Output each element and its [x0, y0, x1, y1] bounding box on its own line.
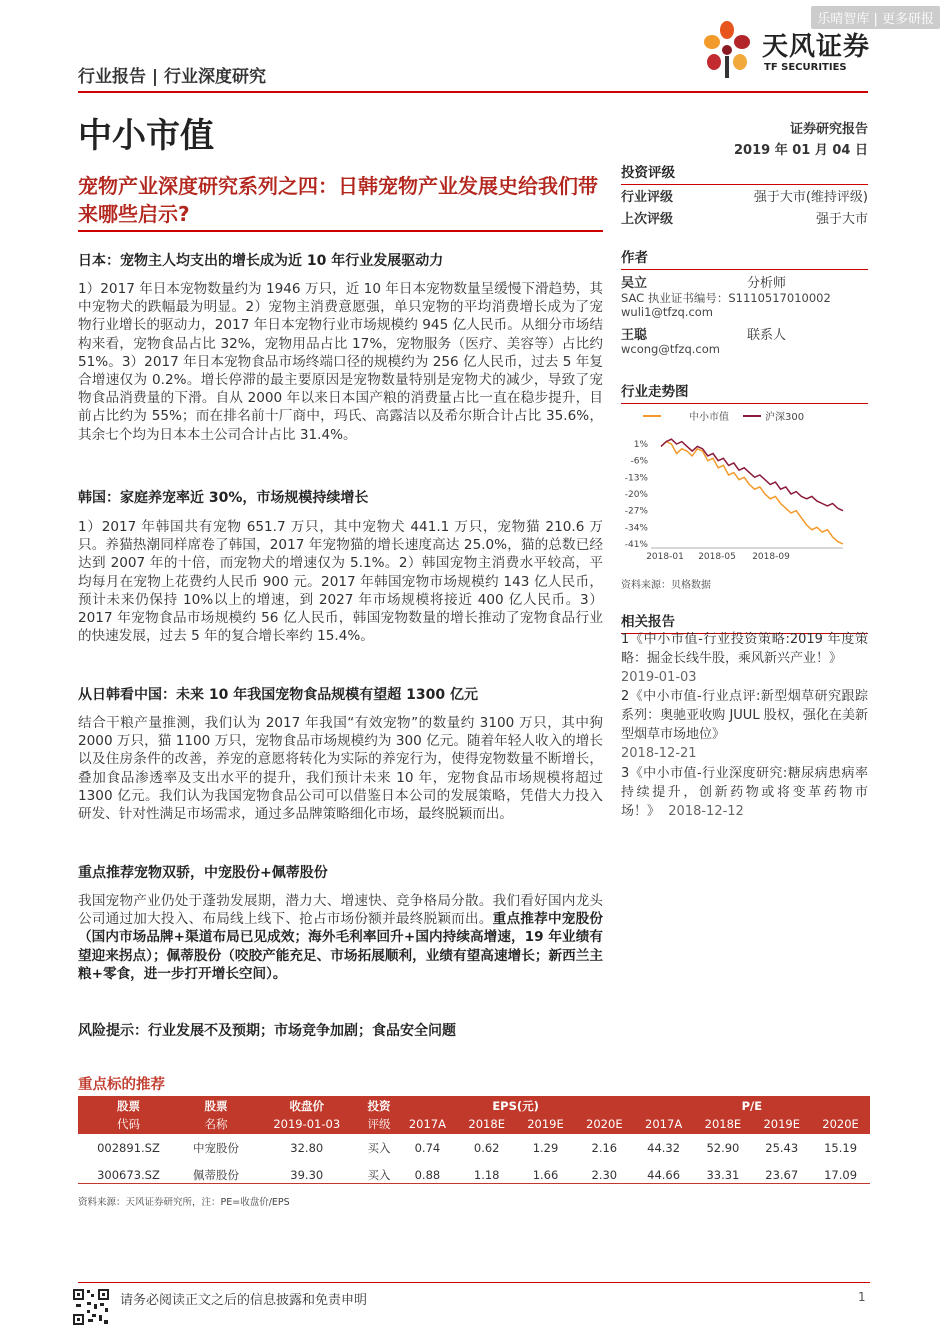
y-tick-label: -6% — [630, 456, 648, 467]
rating-heading: 投资评级 — [621, 161, 868, 185]
section-text-china: 结合干粮产量推测，我们认为 2017 年我国“有效宠物”的数量约 3100 万只，其中狗 2000 万只，猫 1100 万只，宠物食品市场规模约为 300 亿元。随着年轻人收入的增长以及住房条件的改善，养宠的意愿将转化为实际的养宠行为，使得宠物数量不断增长，叠加食品渗透率及支出水平的提升，我们预计未来 10 年，宠物食品市场规模将超过 1300 亿元。我们认为我国宠物食品公司可以借鉴日本公司的发展策略，凭借大力投入研发、针对性满足市场需求，通过多品牌策略细化市场，最终脱颖而出。 — [78, 715, 603, 823]
cell: 2.30 — [591, 1167, 618, 1182]
table-bottom-rule — [78, 1183, 870, 1184]
report-type: 证券研究报告 — [789, 122, 868, 137]
x-tick-label: 2018-05 — [698, 552, 736, 562]
x-tick-label: 2018-01 — [646, 552, 684, 562]
section-heading-recommend: 重点推荐宠物双骄，中宠股份+佩蒂股份 — [78, 865, 328, 881]
cell: 17.09 — [824, 1167, 858, 1182]
y-tick-label: -34% — [624, 523, 648, 534]
related-report-2-date: 2018-12-21 — [621, 746, 697, 761]
footer-divider — [78, 1282, 870, 1283]
table-row — [78, 1134, 870, 1161]
th2-eps-2019: 2019E — [516, 1115, 575, 1134]
th2-rating: 评级 — [361, 1115, 398, 1134]
industry-rating-label: 行业评级 — [621, 190, 674, 205]
legend-label-small-cap: 中小市值 — [689, 412, 729, 423]
table-title: 重点标的推荐 — [78, 1077, 165, 1093]
th-close: 收盘价 — [253, 1096, 361, 1115]
legend-label-hs300: 沪深300 — [765, 412, 805, 423]
related-heading: 相关报告 — [621, 610, 868, 634]
th2-eps-2020: 2020E — [575, 1115, 634, 1134]
related-report-3-date: 2018-12-12 — [668, 804, 744, 819]
prev-rating-value: 强于大市 — [815, 212, 868, 227]
author-heading: 作者 — [621, 246, 868, 270]
section-text-recommend — [78, 892, 603, 983]
th-stock-1: 股票 — [78, 1096, 179, 1115]
cell: 2.16 — [575, 1134, 634, 1161]
cell: 32.80 — [253, 1134, 361, 1161]
related-report-2-title[interactable]: 2《中小市值-行业点评:新型烟草研究跟踪系列：奥驰亚收购 JUUL 股权，强化在美新型烟草市场地位》 — [621, 689, 868, 742]
cell: 15.19 — [811, 1134, 870, 1161]
cell: 1.29 — [516, 1134, 575, 1161]
section-text-japan: 1）2017 年日本宠物数量约为 1946 万只，近 10 年日本宠物数量呈缓慢下滑趋势，其中宠物犬的跌幅最为明显。2）宠物主消费意愿强，单只宠物的平均消费增长成为了宠物行业增长的驱动力，2017 年日本宠物行业市场规模约 945 亿人民币。从细分市场结构来看，宠物食品占比 32%，宠物用品占比 17%，宠物服务（医疗、美容等）占比约 51%。3）2017 年日本宠物食品市场终端口径的规模约为 256 亿人民币，过去 5 年复合增速仅为 0.2%。增长停滞的最主要原因是宠物数量特别是宠物犬的减少，导致了宠物食品消费量的下滑。自从 2000 年以来日本国产粮的消费量占比一直在稳步提升，目前占比约为 55%；而在排名前十厂商中，玛氏、高露洁以及希尔斯合计占比 35.6%，其余七个均为日本本土公司合计占比 31.4%。 — [78, 281, 603, 443]
th2-name: 名称 — [179, 1115, 253, 1134]
y-tick-label: -13% — [624, 473, 648, 484]
sector-title: 中小市值 — [78, 116, 214, 156]
th-invest: 投资 — [361, 1096, 398, 1115]
trend-chart — [621, 402, 868, 572]
related-report-1-date: 2019-01-03 — [621, 670, 697, 685]
qr-code-icon — [72, 1288, 110, 1326]
series-line-hs300 — [661, 439, 843, 511]
section-heading-japan: 日本：宠物主人均支出的增长成为近 10 年行业发展驱动力 — [78, 253, 444, 269]
cell: 买入 — [361, 1134, 398, 1161]
x-tick-label: 2018-09 — [752, 552, 790, 562]
author-1-name: 吴立 — [621, 276, 648, 291]
author-2-email: wcong@tfzq.com — [621, 342, 720, 356]
logo-en: TF SECURITIES — [764, 62, 847, 73]
related-report-1-title[interactable]: 1《中小市值-行业投资策略:2019 年度策略：掘金长线牛股，乘风新兴产业！》 — [621, 632, 868, 666]
th2-pe-2018: 2018E — [694, 1115, 753, 1134]
cell: 0.88 — [414, 1167, 441, 1182]
chart-heading: 行业走势图 — [621, 380, 868, 404]
cell: 1.66 — [532, 1167, 559, 1182]
author-1-role: 分析师 — [747, 276, 787, 291]
author-1-email: wuli1@tfzq.com — [621, 305, 714, 319]
table-header-row-1 — [78, 1096, 870, 1115]
related-report-3[interactable] — [621, 764, 868, 821]
recommend-text-bold: 重点推荐中宠股份（国内市场品牌+渠道布局已见成效；海外毛利率回升+国内持续高增速，19 年业绩有望迎来拐点）；佩蒂股份（咬胶产能充足、市场拓展顺利，业绩有望高速增长；新西兰主粮+零食，进一步打开增长空间）。 — [78, 911, 604, 982]
th2-date: 2019-01-03 — [253, 1115, 361, 1134]
cell: 0.74 — [398, 1134, 458, 1161]
title-divider — [78, 230, 603, 232]
th-eps: EPS(元) — [398, 1096, 634, 1115]
cell: 佩蒂股份 — [192, 1167, 239, 1182]
table-header-row-2 — [78, 1115, 870, 1134]
chart-source: 资料来源：贝格数据 — [621, 580, 711, 591]
recommend-table — [78, 1096, 870, 1188]
watermark: 乐晴智库 | 更多研报 — [811, 6, 940, 29]
author-1-cert: SAC 执业证书编号：S1110517010002 — [621, 291, 831, 305]
th2-eps-2017: 2017A — [398, 1115, 458, 1134]
th-stock-2: 股票 — [179, 1096, 253, 1115]
related-report-3-title[interactable]: 3《中小市值-行业深度研究:糖尿病患病率持续提升，创新药物或将变革药物市场！》 — [621, 766, 868, 819]
cell: 44.66 — [647, 1167, 681, 1182]
cell: 33.31 — [706, 1167, 740, 1182]
cell: 002891.SZ — [78, 1134, 179, 1161]
y-tick-label: 1% — [633, 440, 648, 450]
y-tick-label: -27% — [624, 506, 648, 517]
table-source: 资料来源：天风证券研究所，注：PE=收盘价/EPS — [78, 1197, 290, 1208]
cell: 1.18 — [473, 1167, 500, 1182]
risk-heading: 风险提示：行业发展不及预期；市场竞争加剧；食品安全问题 — [78, 1023, 456, 1039]
y-tick-label: -20% — [624, 490, 648, 500]
prev-rating-row — [621, 208, 868, 227]
th-pe: P/E — [634, 1096, 870, 1115]
recommend-text-plain: 我国宠物产业仍处于蓬勃发展期，潜力大、增速快、竞争格局分散。我们看好国内龙头公司通过加大投入、布局线上线下、抢占市场份额并最终脱颖而出。 — [78, 893, 603, 928]
report-title: 宠物产业深度研究系列之四：日韩宠物产业发展史给我们带来哪些启示? — [78, 174, 598, 226]
header-divider — [78, 91, 868, 93]
tf-securities-logo — [700, 20, 870, 80]
th2-pe-2020: 2020E — [811, 1115, 870, 1134]
page-number: 1 — [858, 1290, 866, 1304]
section-heading-korea: 韩国：家庭养宠率近 30%，市场规模持续增长 — [78, 490, 369, 506]
industry-rating-value: 强于大市(维持评级) — [753, 190, 868, 205]
industry-rating-row — [621, 186, 868, 205]
th2-code: 代码 — [78, 1115, 179, 1134]
cell: 39.30 — [290, 1167, 324, 1182]
cell: 52.90 — [694, 1134, 753, 1161]
cell: 中宠股份 — [179, 1134, 253, 1161]
section-text-korea: 1）2017 年韩国共有宠物 651.7 万只，其中宠物犬 441.1 万只，宠物猫 210.6 万只。养猫热潮同样席卷了韩国，2017 年宠物猫的增长速度高达 25.0%，猫的总数已经达到 2007 年的十倍，而宠物犬的增速仅为 5.1%。2）韩国宠物主消费水平较高，平均每月在宠物上花费约人民币 900 元。2017 年韩国宠物市场规模约 143 亿人民币，预计未来仍保持 10%以上的增速，到 2027 年市场规模将接近 400 亿人民币。3）2017 年宠物食品市场规模约 56 亿人民币，韩国宠物数量的增长推动了宠物食品行业的快速发展，过去 5 年的复合增长率约 15.4%。 — [78, 519, 603, 645]
logo-icon — [700, 20, 754, 80]
footer-disclaimer: 请务必阅读正文之后的信息披露和免责申明 — [120, 1293, 368, 1308]
cell: 44.32 — [634, 1134, 694, 1161]
author-1 — [621, 272, 868, 291]
cell: 23.67 — [765, 1167, 799, 1182]
cell: 买入 — [367, 1167, 391, 1182]
report-category: 行业报告 | 行业深度研究 — [78, 67, 267, 87]
cell: 25.43 — [752, 1134, 811, 1161]
author-2-role: 联系人 — [747, 328, 787, 343]
th2-pe-2019: 2019E — [752, 1115, 811, 1134]
series-line-small-cap — [661, 442, 843, 544]
cell: 300673.SZ — [97, 1167, 160, 1182]
related-report-2[interactable] — [621, 687, 868, 763]
author-2 — [621, 324, 868, 343]
th2-pe-2017: 2017A — [634, 1115, 694, 1134]
author-2-name: 王聪 — [621, 328, 648, 343]
report-date: 2019 年 01 月 04 日 — [734, 143, 868, 158]
y-tick-label: -41% — [624, 540, 648, 550]
th2-eps-2018: 2018E — [457, 1115, 516, 1134]
cell: 0.62 — [457, 1134, 516, 1161]
prev-rating-label: 上次评级 — [621, 212, 674, 227]
section-heading-china: 从日韩看中国：未来 10 年我国宠物食品规模有望超 1300 亿元 — [78, 687, 478, 703]
related-report-1[interactable] — [621, 630, 868, 687]
logo-cn: 天风证券 — [762, 32, 871, 62]
